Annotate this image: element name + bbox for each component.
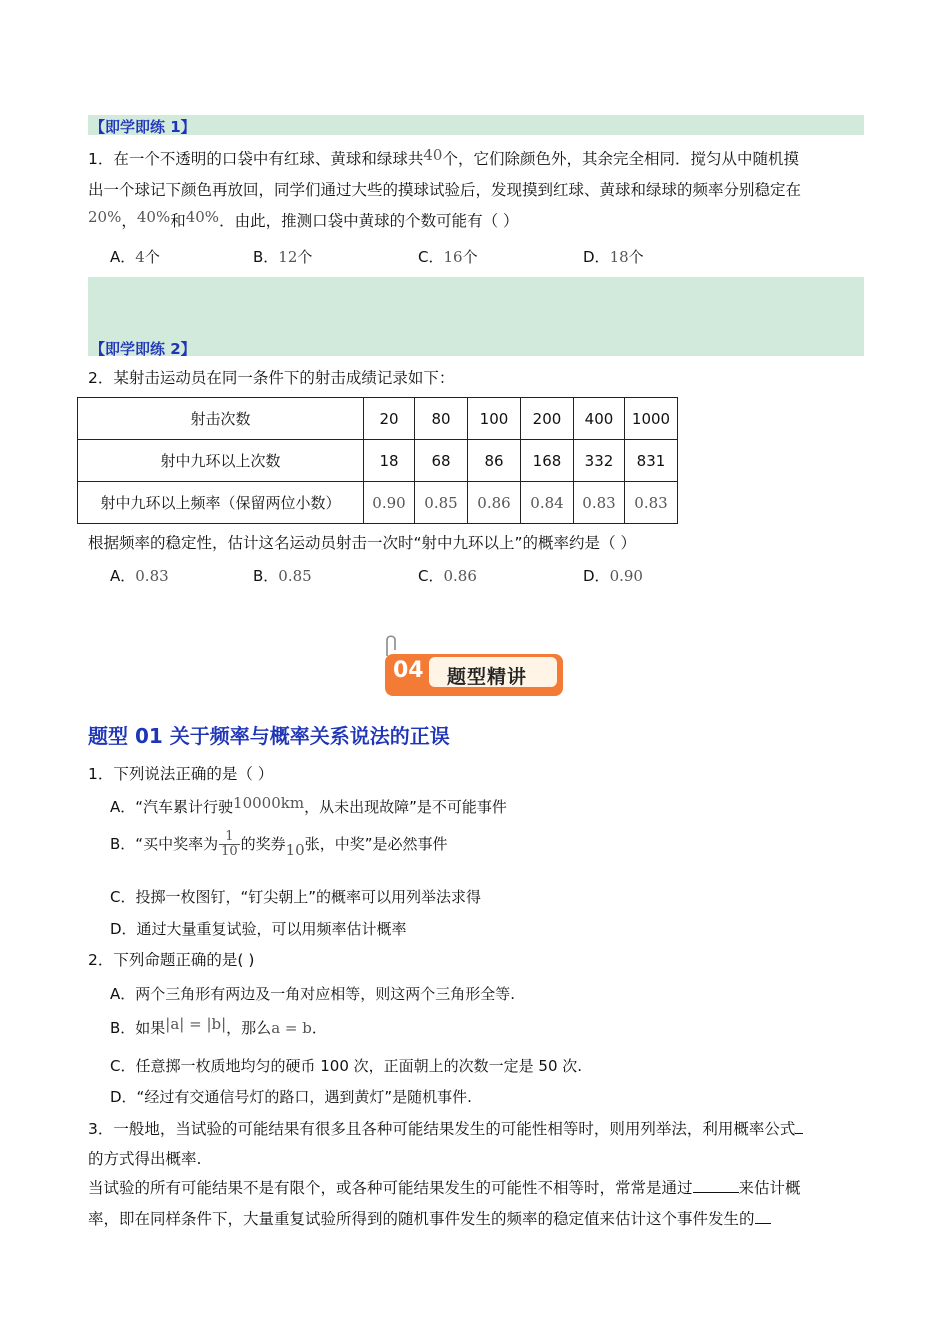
type01-heading: 题型 01 关于频率与概率关系说法的正误 <box>88 724 450 748</box>
math-40: 40 <box>423 146 443 164</box>
practice2-tag: 【即学即练 2】 <box>90 340 196 358</box>
table-row: 射中九环以上次数 18 68 86 168 332 831 <box>78 440 678 482</box>
practice1-line2: 出一个球记下颜色再放回，同学们通过大些的摸球试验后，发现摸到红球、黄球和绿球的频率分别稳定在 <box>88 181 802 199</box>
q2-option-b: B．如果|a| = |b|，那么a = b． <box>110 1015 327 1037</box>
q3-line3: 当试验的所有可能结果不是有限个，或各种可能结果发生的可能性不相等时，常常是通过 来估计概 <box>88 1179 801 1197</box>
practice2-option-b: B．0.85 <box>253 567 312 585</box>
answer-blank[interactable] <box>795 1119 803 1134</box>
practice1-option-c: C．16个 <box>418 248 478 266</box>
section-badge <box>385 650 567 698</box>
practice1-option-b: B．12个 <box>253 248 313 266</box>
q1-option-d: D．通过大量重复试验，可以用频率估计概率 <box>110 920 407 938</box>
practice2-option-d: D．0.90 <box>583 567 643 585</box>
section-number: 04 <box>393 658 424 683</box>
answer-blank[interactable] <box>693 1178 739 1193</box>
table-row: 射击次数 20 80 100 200 400 1000 <box>78 398 678 440</box>
q1-option-a: A．“汽车累计行驶10000km，从未出现故障”是不可能事件 <box>110 794 507 816</box>
shooting-record-table <box>77 397 678 524</box>
q3-line1: 3．一般地，当试验的可能结果有很多且各种可能结果发生的可能性相等时，则用列举法，利用概率公式 <box>88 1118 803 1140</box>
q3-line2: 的方式得出概率. <box>88 1150 202 1168</box>
q1-stem: 1．下列说法正确的是（ ） <box>88 765 274 783</box>
practice1-tag: 【即学即练 1】 <box>90 118 196 136</box>
q2-option-a: A．两个三角形有两边及一角对应相等，则这两个三角形全等. <box>110 985 516 1003</box>
q1-option-b: B．“买中奖率为 $\frac{1}{10}$ 的奖券10张，中奖”是必然事件 <box>110 829 448 859</box>
fraction: $\frac{1}{10}$ <box>221 829 238 859</box>
practice1-line3: 20%，40%和40%．由此，推测口袋中黄球的个数可能有（ ） <box>88 208 519 230</box>
practice1-band <box>88 115 864 135</box>
practice2-band <box>88 277 864 356</box>
practice2-option-a: A．0.83 <box>110 567 169 585</box>
practice2-stem: 2．某射击运动员在同一条件下的射击成绩记录如下： <box>88 369 455 387</box>
practice1-option-a: A．4个 <box>110 248 160 266</box>
table-row: 射中九环以上频率（保留两位小数） 0.90 0.85 0.86 0.84 0.83 0.83 <box>78 482 678 524</box>
q2-stem: 2．下列命题正确的是( ) <box>88 951 255 969</box>
q2-option-c: C．任意掷一枚质地均匀的硬币 100 次，正面朝上的次数一定是 50 次. <box>110 1057 583 1075</box>
practice2-question: 根据频率的稳定性，估计这名运动员射击一次时“射中九环以上”的概率约是（ ） <box>88 534 636 552</box>
answer-blank[interactable] <box>755 1209 771 1224</box>
q-number: 1． <box>88 150 114 168</box>
q2-option-d: D．“经过有交通信号灯的路口，遇到黄灯”是随机事件. <box>110 1088 472 1106</box>
practice2-option-c: C．0.86 <box>418 567 477 585</box>
q1-option-c: C．投掷一枚图钉，“钉尖朝上”的概率可以用列举法求得 <box>110 888 482 906</box>
q3-line4: 率，即在同样条件下，大量重复试验所得到的随机事件发生的频率的稳定值来估计这个事件发生的 <box>88 1208 771 1230</box>
practice1-line1: 1．在一个不透明的口袋中有红球、黄球和绿球共40个，它们除颜色外，其余完全相同．搅匀从中随机摸 <box>88 146 799 168</box>
practice1-option-d: D．18个 <box>583 248 644 266</box>
section-title: 题型精讲 <box>447 666 528 688</box>
